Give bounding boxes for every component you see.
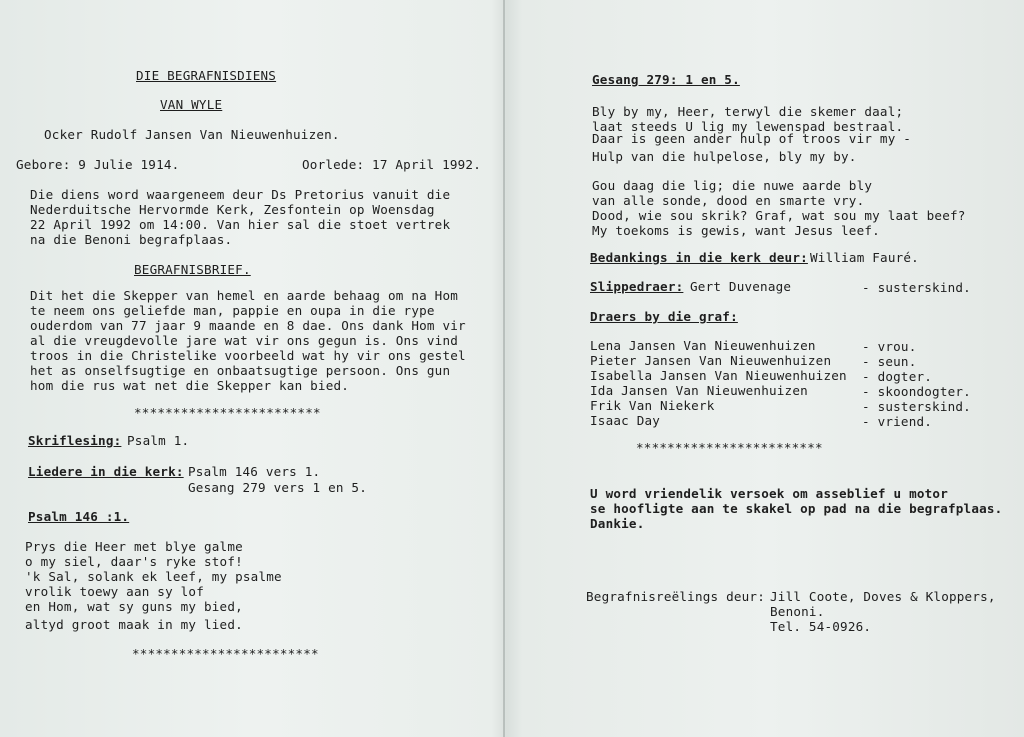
- letter-line: te neem ons geliefde man, pappie en oupa in die rype: [30, 303, 435, 318]
- bearer-relation: - dogter.: [862, 369, 933, 384]
- verse-line: Dood, wie sou skrik? Graf, wat sou my laat beef?: [592, 208, 966, 223]
- bearer-name: Lena Jansen Van Nieuwenhuizen: [590, 338, 816, 353]
- psalm-heading: Psalm 146 :1.: [28, 509, 130, 524]
- bearer-name: Isaac Day: [590, 413, 661, 428]
- verse-line: van alle sonde, dood en smarte vry.: [592, 193, 865, 208]
- funeral-director-line-1: Jill Coote, Doves & Kloppers,: [770, 589, 996, 604]
- verse-line: Bly by my, Heer, terwyl die skemer daal;: [592, 104, 904, 119]
- bearer-name: Ida Jansen Van Nieuwenhuizen: [590, 383, 808, 398]
- hymns-label: Liedere in die kerk:: [28, 464, 184, 479]
- psalm-line: Prys die Heer met blye galme: [25, 539, 243, 554]
- hymns-line-1: Psalm 146 vers 1.: [188, 464, 321, 479]
- birth-date: Gebore: 9 Julie 1914.: [16, 157, 180, 172]
- service-line: Die diens word waargeneem deur Ds Pretorius vanuit die: [30, 187, 451, 202]
- title-line-2: VAN WYLE: [160, 97, 223, 112]
- funeral-director-line-2: Benoni.: [770, 604, 825, 619]
- hymns-line-2: Gesang 279 vers 1 en 5.: [188, 480, 367, 495]
- bearer-name: Pieter Jansen Van Nieuwenhuizen: [590, 353, 832, 368]
- request-line: se hoofligte aan te skakel op pad na die begrafplaas.: [590, 501, 1003, 516]
- letter-line: Dit het die Skepper van hemel en aarde behaag om na Hom: [30, 288, 459, 303]
- letter-line: ouderdom van 77 jaar 9 maande en 8 dae. Ons dank Hom vir: [30, 318, 466, 333]
- bearer-relation: - susterskind.: [862, 399, 971, 414]
- funeral-director-label: Begrafnisreëlings deur:: [586, 589, 765, 604]
- pallbearer-name: Gert Duvenage: [690, 279, 792, 294]
- bearer-name: Frik Van Niekerk: [590, 398, 715, 413]
- letter-line: troos in die Christelike voorbeeld wat hy vir ons gestel: [30, 348, 466, 363]
- pallbearer-relation: - susterskind.: [862, 280, 971, 295]
- request-line: Dankie.: [590, 516, 645, 531]
- death-date: Oorlede: 17 April 1992.: [302, 157, 481, 172]
- psalm-line: altyd groot maak in my lied.: [25, 617, 243, 632]
- star-divider: ************************: [636, 440, 823, 455]
- verse-line: Daar is geen ander hulp of troos vir my -: [592, 131, 912, 146]
- title-line-1: DIE BEGRAFNISDIENS: [136, 68, 277, 83]
- service-line: 22 April 1992 om 14:00. Van hier sal die stoet vertrek: [30, 217, 451, 232]
- letter-line: het as onselfsugtige en onbaatsugtige persoon. Ons gun: [30, 363, 451, 378]
- letter-line: hom die rus wat net die Skepper kan bied.: [30, 378, 350, 393]
- service-line: na die Benoni begrafplaas.: [30, 232, 233, 247]
- thanks-label: Bedankings in die kerk deur:: [590, 250, 808, 265]
- thanks-value: William Fauré.: [810, 250, 919, 265]
- letter-line: al die vreugdevolle jare wat vir ons gegun is. Ons vind: [30, 333, 459, 348]
- pallbearer-label: Slippedraer:: [590, 279, 684, 294]
- psalm-line: 'k Sal, solank ek leef, my psalme: [25, 569, 282, 584]
- bearer-relation: - vrou.: [862, 339, 917, 354]
- deceased-name: Ocker Rudolf Jansen Van Nieuwenhuizen.: [44, 127, 340, 142]
- verse-line: Hulp van die hulpelose, bly my by.: [592, 149, 857, 164]
- bearer-relation: - seun.: [862, 354, 917, 369]
- bearer-name: Isabella Jansen Van Nieuwenhuizen: [590, 368, 847, 383]
- bearers-heading: Draers by die graf:: [590, 309, 738, 324]
- star-divider: ************************: [132, 646, 319, 661]
- scripture-label: Skriflesing:: [28, 433, 122, 448]
- verse-line: Gou daag die lig; die nuwe aarde bly: [592, 178, 873, 193]
- verse-line: laat steeds U lig my lewenspad bestraal.: [592, 119, 904, 134]
- verse-line: My toekoms is gewis, want Jesus leef.: [592, 223, 880, 238]
- star-divider: ************************: [134, 405, 321, 420]
- psalm-line: o my siel, daar's ryke stof!: [25, 554, 243, 569]
- letter-heading: BEGRAFNISBRIEF.: [134, 262, 251, 277]
- service-line: Nederduitsche Hervormde Kerk, Zesfontein op Woensdag: [30, 202, 435, 217]
- psalm-line: vrolik toewy aan sy lof: [25, 584, 204, 599]
- gesang-heading: Gesang 279: 1 en 5.: [592, 72, 740, 87]
- scripture-value: Psalm 1.: [127, 433, 190, 448]
- page-fold: [503, 0, 505, 737]
- bearer-relation: - vriend.: [862, 414, 933, 429]
- psalm-line: en Hom, wat sy guns my bied,: [25, 599, 243, 614]
- request-line: U word vriendelik versoek om asseblief u motor: [590, 486, 948, 501]
- bearer-relation: - skoondogter.: [862, 384, 971, 399]
- funeral-director-phone: Tel. 54-0926.: [770, 619, 872, 634]
